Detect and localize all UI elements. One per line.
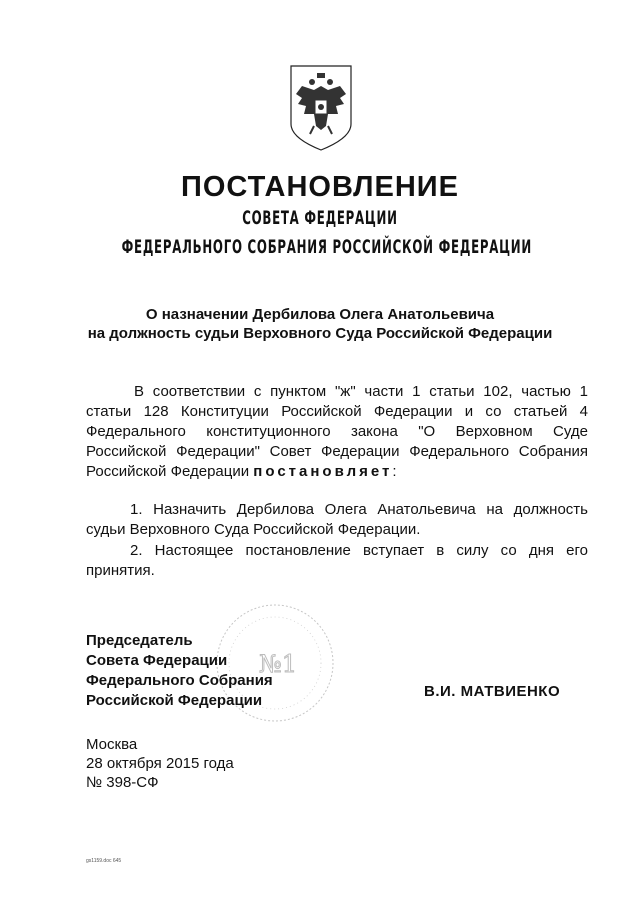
position-line-4: Российской Федерации (86, 692, 263, 709)
preamble-paragraph (86, 382, 588, 482)
date: 28 октября 2015 года (86, 755, 234, 772)
place-and-date (86, 735, 234, 792)
document-title: ПОСТАНОВЛЕНИЕ (181, 171, 459, 203)
file-reference: gs1159.doc 645 (86, 858, 122, 864)
issuer-line-assembly: ФЕДЕРАЛЬНОГО СОБРАНИЯ РОССИЙСКОЙ ФЕДЕРАЦИИ (121, 236, 532, 258)
position-line-3: Федерального Собрания (86, 672, 273, 689)
clause-1: 1. Назначить Дербилова Олега Анатольевича на должность судьи Верховного Суда Российской Федерации. (86, 501, 588, 538)
russian-coat-of-arms-icon (288, 64, 354, 152)
signatory-name: В.И. МАТВИЕНКО (424, 683, 561, 700)
city: Москва (86, 736, 138, 753)
document-number: № 398-СФ (86, 774, 159, 791)
stamp-number: №1 (259, 650, 297, 678)
clause-2: 2. Настоящее постановление вступает в силу со дня его принятия. (86, 542, 588, 579)
signatory-position (86, 631, 273, 711)
decision-keyword: постановляет (253, 463, 393, 480)
issuer-line-council: СОВЕТА ФЕДЕРАЦИИ (242, 207, 398, 229)
position-line-1: Председатель (86, 632, 193, 649)
position-line-2: Совета Федерации (86, 652, 228, 669)
preamble-end: : (392, 463, 397, 480)
preamble-text: В соответствии с пунктом "ж" части 1 статьи 102, частью 1 статьи 128 Конституции Российской Федерации и со статьей 4 Федерального конституционного закона "О Верховном Суде Российской Федерации" Совет Федерации Федерального Собрания Российской Федерации (86, 383, 588, 480)
resolution-subject (0, 305, 640, 343)
subject-line-2: на должность судьи Верховного Суда Российской Федерации (87, 325, 553, 342)
subject-line-1: О назначении Дербилова Олега Анатольевича (145, 306, 495, 323)
